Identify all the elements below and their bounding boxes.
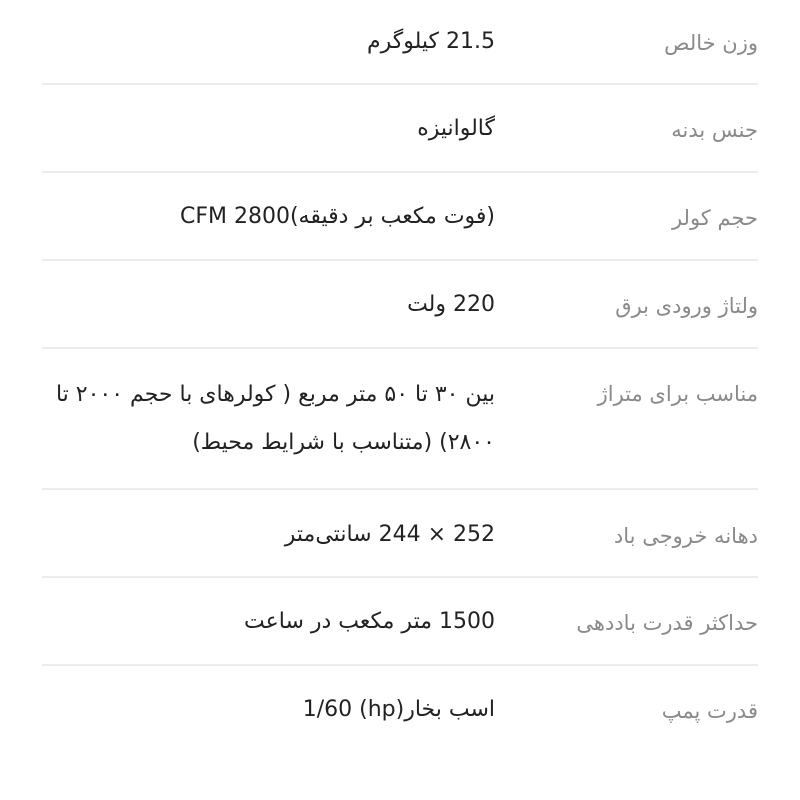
- spec-row-pump-power: [42, 666, 758, 754]
- spec-value: گالوانیزه: [417, 116, 495, 141]
- spec-row-input-voltage: [42, 261, 758, 349]
- spec-row-cooler-volume: [42, 173, 758, 261]
- spec-label: قدرت پمپ: [661, 699, 758, 723]
- spec-label: دهانه خروجی باد: [613, 524, 758, 548]
- spec-label: حداکثر قدرت باددهی: [576, 611, 758, 635]
- spec-value: 21.5 کیلوگرم: [367, 29, 495, 54]
- spec-row-body-material: [42, 85, 758, 173]
- spec-row-net-weight: [42, 0, 758, 85]
- spec-label: حجم کولر: [671, 206, 758, 230]
- spec-label: ولتاژ ورودی برق: [615, 294, 758, 318]
- spec-row-suitable-area: [42, 349, 758, 490]
- spec-value: 220 ولت: [407, 292, 495, 317]
- spec-table: [42, 0, 800, 800]
- spec-value: 252 × 244 سانتی‌متر: [284, 522, 495, 547]
- spec-row-max-airflow: [42, 578, 758, 666]
- spec-label: وزن خالص: [664, 31, 758, 55]
- spec-label: جنس بدنه: [671, 118, 758, 142]
- spec-value: (فوت مکعب بر دقیقه)CFM 2800: [179, 204, 495, 229]
- spec-value: اسب بخار(hp) 1/60: [302, 697, 495, 722]
- spec-row-air-outlet: [42, 490, 758, 578]
- spec-value: بین ۳۰ تا ۵۰ متر مربع ( کولرهای با حجم ۲۰۰۰ تا ۲۸۰۰) (متناسب با شرایط محیط): [55, 382, 495, 455]
- spec-value: 1500 متر مکعب در ساعت: [244, 609, 495, 634]
- spec-label: مناسب برای متراژ: [597, 382, 758, 406]
